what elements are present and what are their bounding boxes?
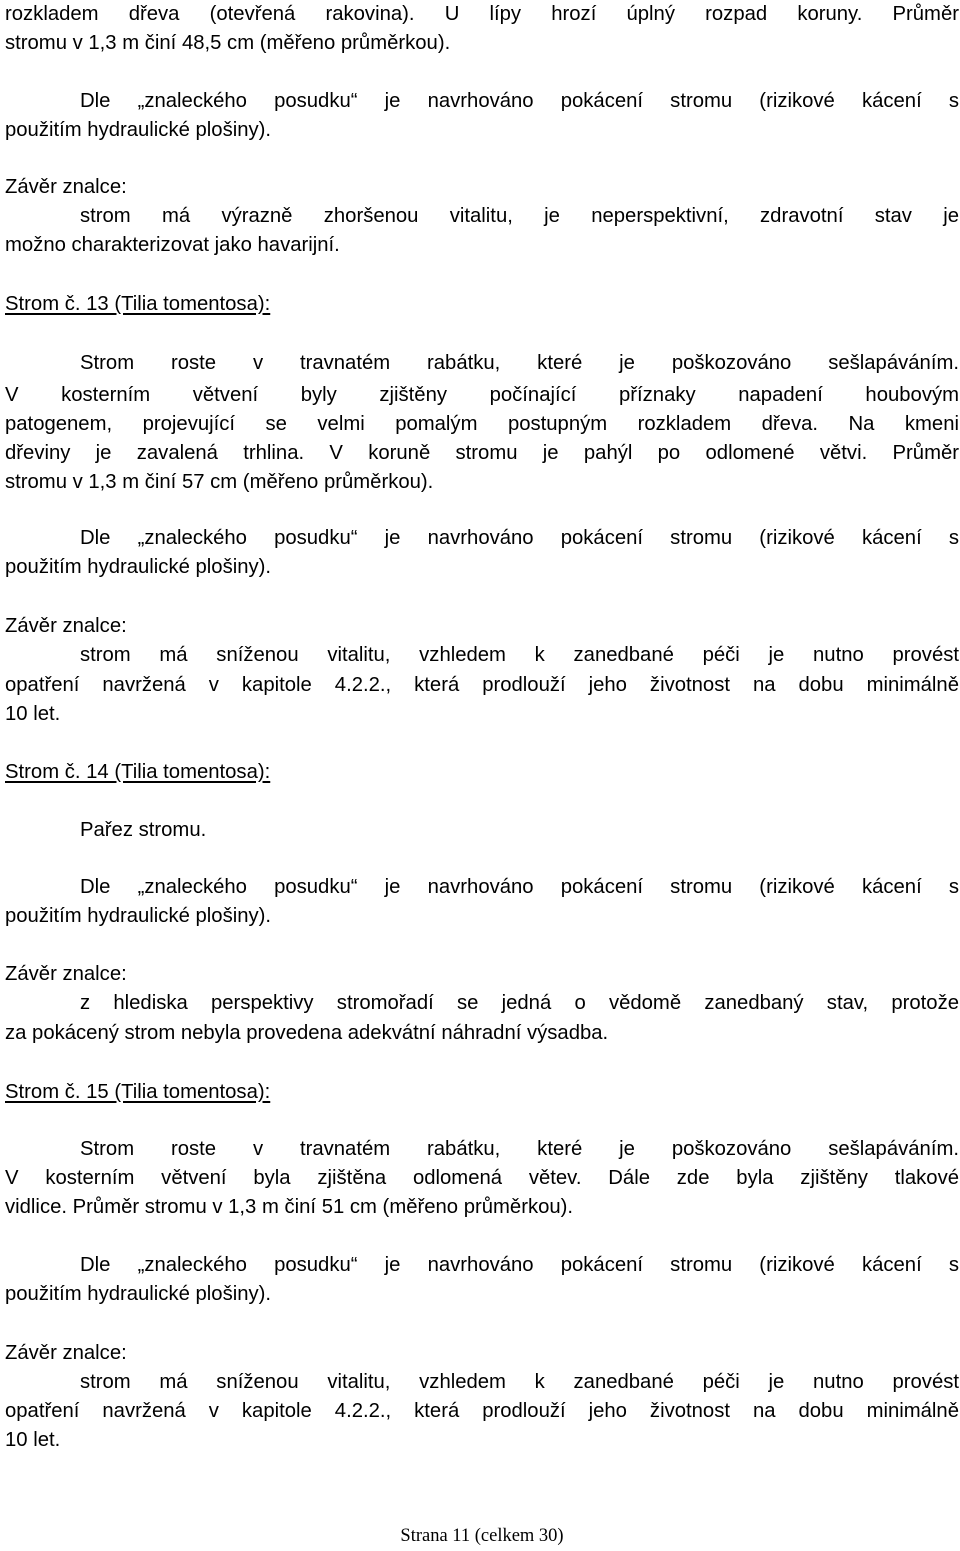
conclusion-heading: Závěr znalce: <box>5 615 127 637</box>
paragraph-line: rozkladem dřeva (otevřená rakovina). U lípy hrozí úplný rozpad koruny. Průměr <box>5 3 959 25</box>
tree-heading-text: Strom č. 14 (Tilia tomentosa): <box>5 761 271 783</box>
expert-opinion-line: Dle „znaleckého posudku“ je navrhováno pokácení stromu (rizikové kácení s <box>80 90 959 112</box>
description-line: Strom roste v travnatém rabátku, které je poškozováno sešlapáváním. <box>80 1138 959 1160</box>
tree-heading <box>5 758 959 787</box>
description-line: Strom roste v travnatém rabátku, které je poškozováno sešlapáváním. <box>80 352 959 374</box>
conclusion-heading: Závěr znalce: <box>5 176 127 198</box>
expert-opinion-line: použitím hydraulické plošiny). <box>5 119 272 141</box>
description-line: dřeviny je zavalená trhlina. V koruně stromu je pahýl po odlomené větvi. Průměr <box>5 442 959 464</box>
tree-heading-text: Strom č. 15 (Tilia tomentosa): <box>5 1081 271 1103</box>
tree-heading <box>5 1078 959 1107</box>
page-number-footer: Strana 11 (celkem 30) <box>400 1526 564 1546</box>
paragraph-line: stromu v 1,3 m činí 48,5 cm (měřeno průměrkou). <box>5 32 451 54</box>
expert-opinion-line: použitím hydraulické plošiny). <box>5 556 272 578</box>
expert-opinion-line: Dle „znaleckého posudku“ je navrhováno pokácení stromu (rizikové kácení s <box>80 876 959 898</box>
description-line: Pařez stromu. <box>80 819 207 841</box>
expert-opinion-line: Dle „znaleckého posudku“ je navrhováno pokácení stromu (rizikové kácení s <box>80 1254 959 1276</box>
conclusion-heading: Závěr znalce: <box>5 1342 127 1364</box>
expert-opinion-line: použitím hydraulické plošiny). <box>5 1283 272 1305</box>
tree-heading-text: Strom č. 13 (Tilia tomentosa): <box>5 293 271 315</box>
description-line: vidlice. Průměr stromu v 1,3 m činí 51 cm (měřeno průměrkou). <box>5 1196 574 1218</box>
conclusion-line: 10 let. <box>5 1429 61 1451</box>
conclusion-line: opatření navržená v kapitole 4.2.2., která prodlouží jeho životnost na dobu minimálně <box>5 1400 959 1422</box>
conclusion-line: za pokácený strom nebyla provedena adekvátní náhradní výsadba. <box>5 1022 609 1044</box>
description-line: stromu v 1,3 m činí 57 cm (měřeno průměrkou). <box>5 471 434 493</box>
conclusion-line: strom má sníženou vitalitu, vzhledem k zanedbané péči je nutno provést <box>80 644 959 666</box>
conclusion-line: strom má sníženou vitalitu, vzhledem k zanedbané péči je nutno provést <box>80 1371 959 1393</box>
conclusion-line: strom má výrazně zhoršenou vitalitu, je neperspektivní, zdravotní stav je <box>80 205 959 227</box>
description-line: patogenem, projevující se velmi pomalým postupným rozkladem dřeva. Na kmeni <box>5 413 959 435</box>
conclusion-line: 10 let. <box>5 703 61 725</box>
conclusion-heading: Závěr znalce: <box>5 963 127 985</box>
conclusion-line: opatření navržená v kapitole 4.2.2., která prodlouží jeho životnost na dobu minimálně <box>5 674 959 696</box>
conclusion-line: možno charakterizovat jako havarijní. <box>5 234 340 256</box>
expert-opinion-line: použitím hydraulické plošiny). <box>5 905 272 927</box>
conclusion-line: z hlediska perspektivy stromořadí se jedná o vědomě zanedbaný stav, protože <box>80 992 959 1014</box>
tree-heading <box>5 290 959 319</box>
expert-opinion-line: Dle „znaleckého posudku“ je navrhováno pokácení stromu (rizikové kácení s <box>80 527 959 549</box>
description-line: V kosterním větvení byly zjištěny počínající příznaky napadení houbovým <box>5 384 959 406</box>
description-line: V kosterním větvení byla zjištěna odlomená větev. Dále zde byla zjištěny tlakové <box>5 1167 959 1189</box>
